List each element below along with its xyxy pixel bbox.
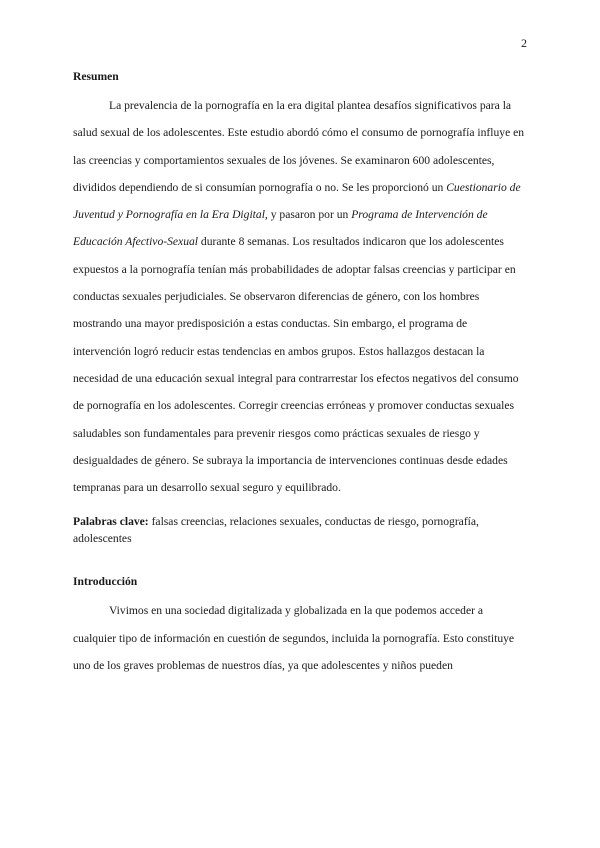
- keywords-text: falsas creencias, relaciones sexuales, conductas de riesgo, pornografía, adolescentes: [73, 515, 479, 546]
- abstract-text-3: durante 8 semanas. Los resultados indicaron que los adolescentes expuestos a la pornografía tenían más probabilidades de adoptar falsas creencias y participar en conductas sexuales perjudiciales. Se observaron diferencias de género, con los hombres mostrando una mayor predisposición a estas conductas. Sin embargo, el programa de intervención logró reducir estas tendencias en ambos grupos. Estos hallazgos destacan la necesidad de una educación sexual integral para contrarrestar los efectos negativos del consumo de pornografía en los adolescentes. Corregir creencias erróneas y promover conductas sexuales saludables son fundamentales para prevenir riesgos como prácticas sexuales de riesgo y desigualdades de género. Se subraya la importancia de intervenciones continuas desde edades tempranas para un desarrollo sexual seguro y equilibrado.: [73, 235, 519, 495]
- abstract-text-1: La prevalencia de la pornografía en la era digital plantea desafíos significativos para la salud sexual de los adolescentes. Este estudio abordó cómo el consumo de pornografía influye en las creencias y comportamientos sexuales de los jóvenes. Se examinaron 600 adolescentes, divididos dependiendo de si consumían pornografía o no. Se les proporcionó un: [73, 99, 525, 194]
- introduction-paragraph: Vivimos en una sociedad digitalizada y globalizada en la que podemos acceder a cualquier tipo de información en cuestión de segundos, incluida la pornografía. Esto constituye uno de los graves problemas de nuestros días, ya que adolescentes y niños pueden: [73, 604, 515, 673]
- abstract-paragraph: [73, 92, 527, 501]
- abstract-heading: Resumen: [73, 70, 119, 83]
- keywords-label: Palabras clave:: [73, 515, 149, 529]
- abstract-text-2: y pasaron por un: [267, 208, 352, 222]
- page-number: 2: [521, 36, 527, 50]
- program-title: Programa de Intervención de Educación Afectivo-Sexual: [73, 208, 488, 249]
- introduction-heading: Introducción: [73, 575, 138, 589]
- keywords: [73, 513, 527, 547]
- document-body: [73, 62, 527, 679]
- questionnaire-title: Cuestionario de Juventud y Pornografía en la Era Digital,: [73, 180, 521, 222]
